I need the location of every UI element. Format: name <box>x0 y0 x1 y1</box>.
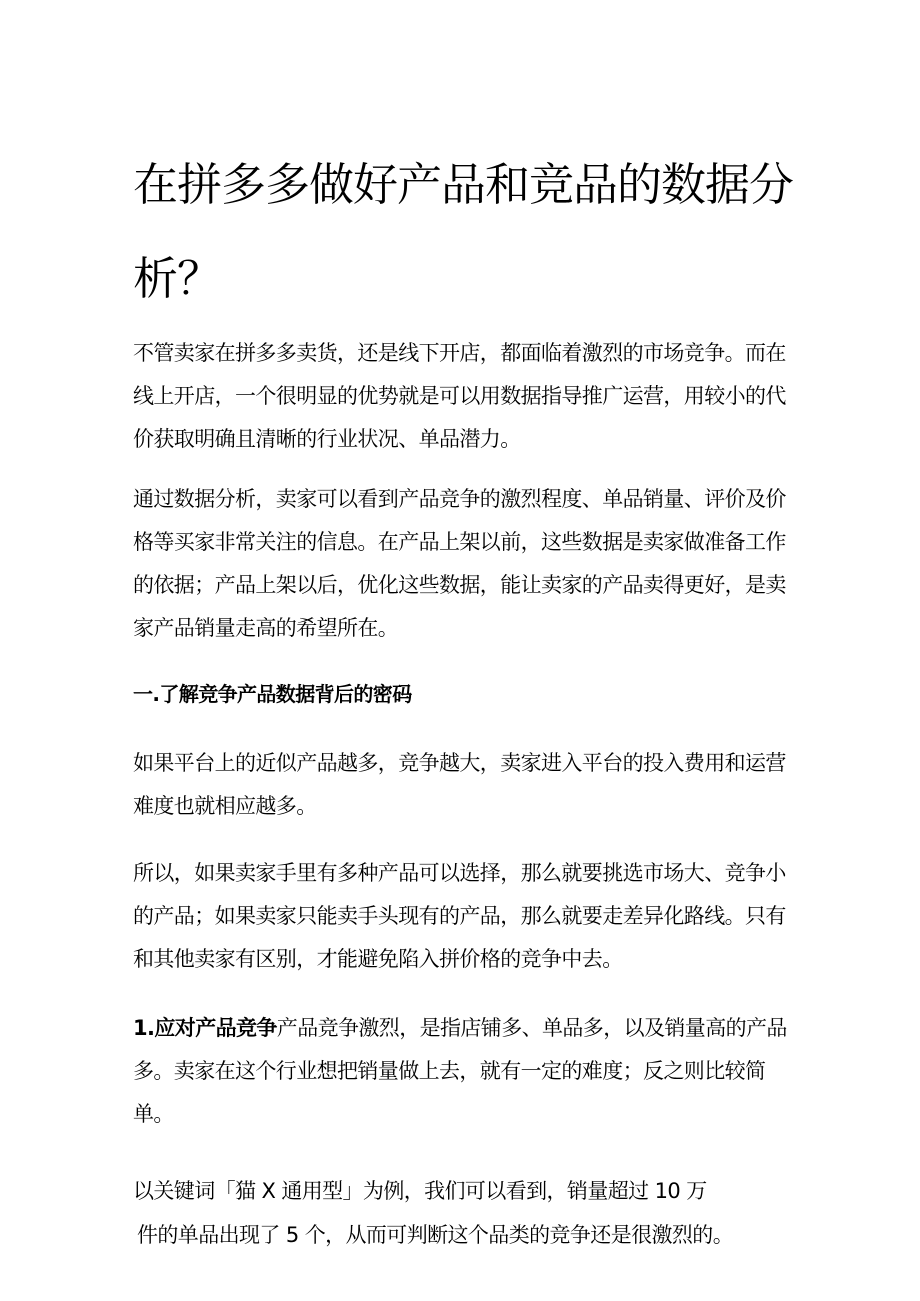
paragraph-data-analysis: 通过数据分析，卖家可以看到产品竞争的激烈程度、单品销量、评价及价格等买家非常关注的信息。在产品上架以前，这些数据是卖家做准备工作的依据；产品上架以后，优化这些数据，能让卖家的产品卖得更好，是卖家产品销量走高的希望所在。 <box>133 487 786 640</box>
example-line-2: 件的单品出现了 5 个，从而可判断这个品类的竞争还是很激烈的。 <box>137 1223 734 1247</box>
document-title: 在拼多多做好产品和竞品的数据分析？ <box>133 158 794 305</box>
paragraph-competition: 如果平台上的近似产品越多，竞争越大，卖家进入平台的投入费用和运营难度也就相应越多。 <box>133 751 786 818</box>
paragraph-body-text: 产品竞争激烈，是指店铺多、单品多，以及销量高的产品多。卖家在这个行业想把销量做上去，就有一定的难度；反之则比较简单。 <box>133 1016 787 1126</box>
example-line-1: 以关键词「猫 X 通用型」为例，我们可以看到，销量超过 10 万 <box>133 1179 707 1203</box>
paragraph-intro: 不管卖家在拼多多卖货，还是线下开店，都面临着激烈的市场竞争。而在线上开店，一个很明显的优势就是可以用数据指导推广运营，用较小的代价获取明确且清晰的行业状况、单品潜力。 <box>133 341 786 451</box>
paragraph-lead-bold: 1.应对产品竞争 <box>133 1016 277 1040</box>
paragraph-keyword-example <box>133 1169 798 1257</box>
paragraph-product-choice: 所以，如果卖家手里有多种产品可以选择，那么就要挑选市场大、竞争小的产品；如果卖家只能卖手头现有的产品，那么就要走差异化路线。只有和其他卖家有区别，才能避免陷入拼价格的竞争中去。 <box>133 861 786 971</box>
section-heading: 一.了解竞争产品数据背后的密码 <box>133 682 412 706</box>
paragraph-handle-competition <box>133 1007 798 1136</box>
